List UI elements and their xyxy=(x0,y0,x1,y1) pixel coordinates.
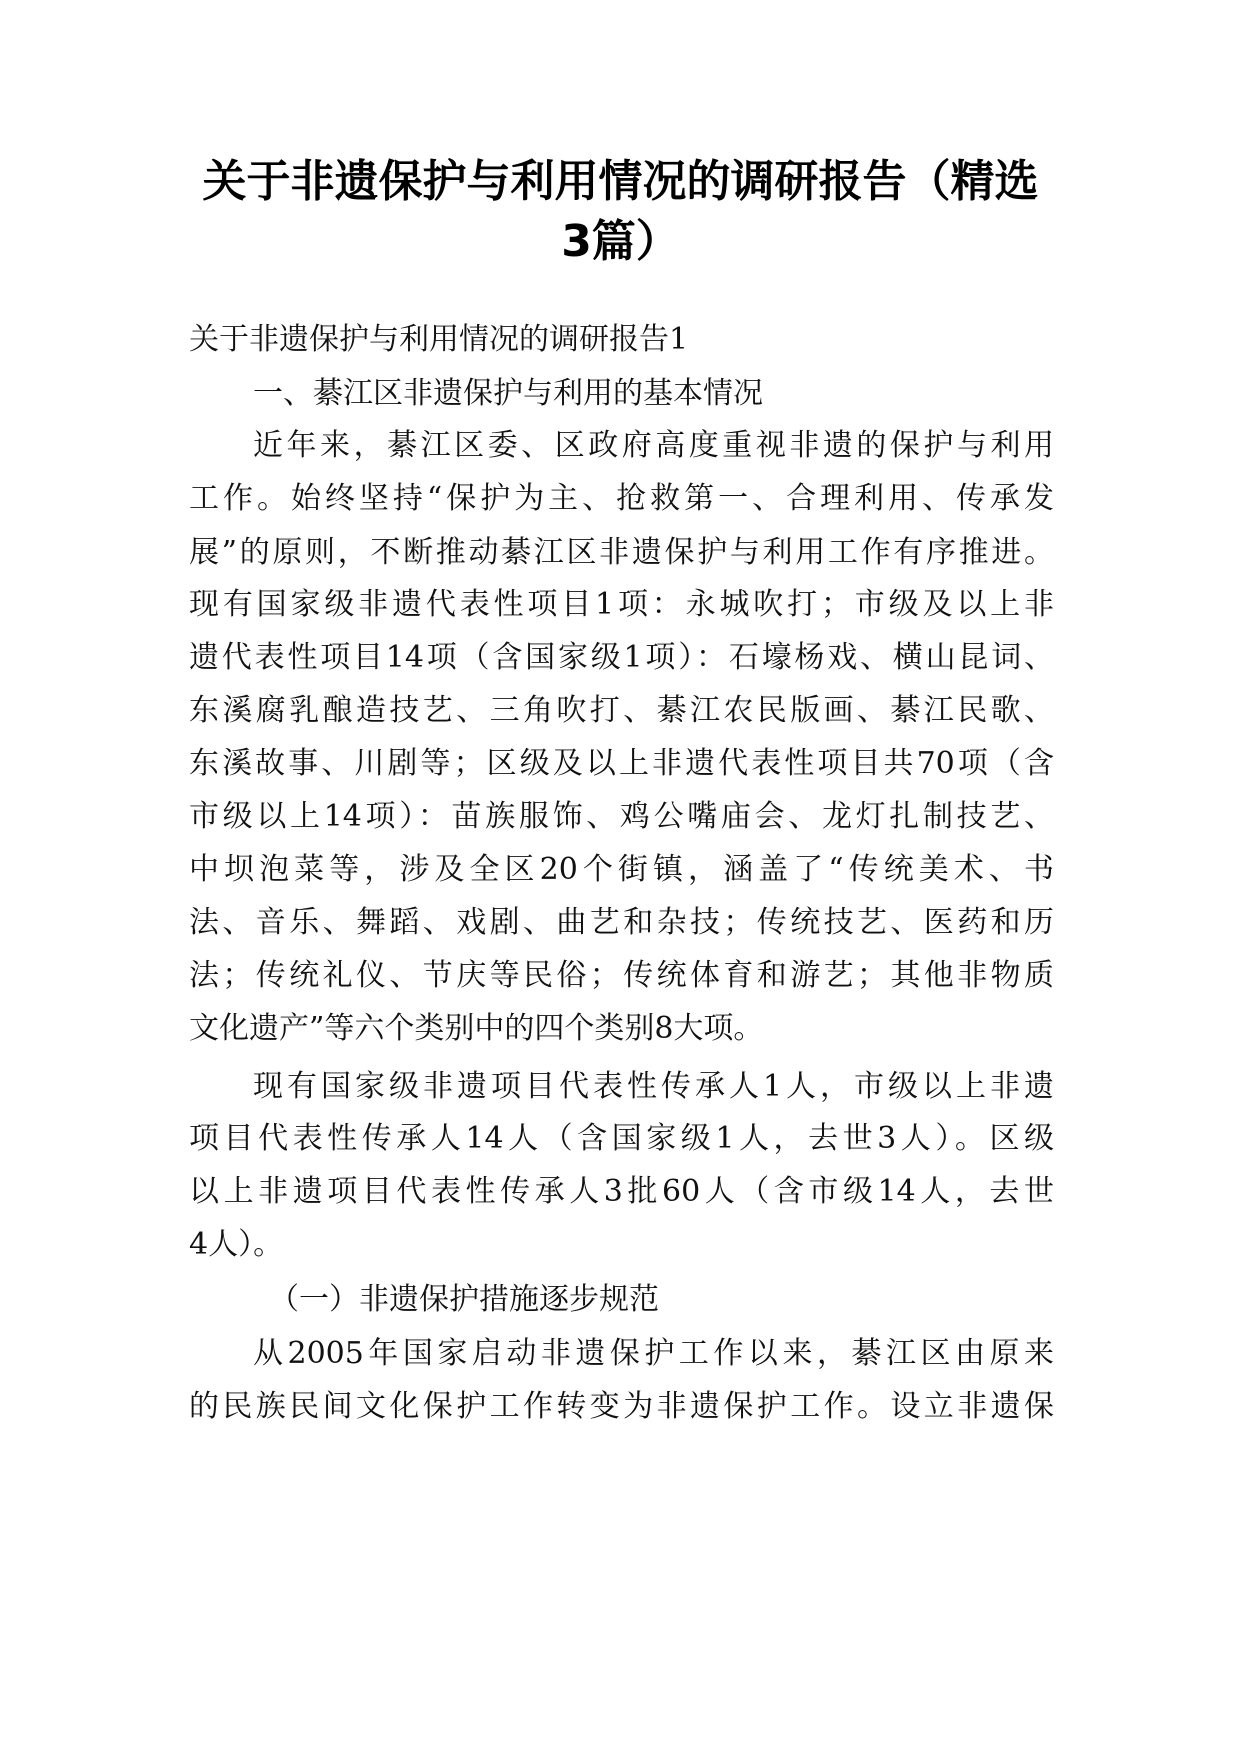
paragraph2-line-1: 现有国家级非遗项目代表性传承人1人，市级以上非遗 xyxy=(253,1069,1054,1104)
subsection-heading: （一）非遗保护措施逐步规范 xyxy=(269,1282,659,1317)
title-line-1: 关于非遗保护与利用情况的调研报告（精选 xyxy=(202,156,1039,207)
paragraph2-line-3: 以上非遗项目代表性传承人3批60人（含市级14人，去世 xyxy=(189,1174,1054,1209)
paragraph1-line-7: 东溪故事、川剧等；区级及以上非遗代表性项目共70项（含 xyxy=(189,746,1054,781)
paragraph1-line-5: 遗代表性项目14项（含国家级1项）：石壕杨戏、横山昆词、 xyxy=(189,640,1054,675)
paragraph2-line-4: 4人）。 xyxy=(189,1227,284,1262)
paragraph1-line-1: 近年来，綦江区委、区政府高度重视非遗的保护与利用 xyxy=(253,428,1054,463)
paragraph1-line-12: 文化遗产”等六个类别中的四个类别8大项。 xyxy=(189,1011,764,1046)
paragraph1-line-11: 法；传统礼仪、节庆等民俗；传统体育和游艺；其他非物质 xyxy=(189,958,1054,993)
paragraph1-line-10: 法、音乐、舞蹈、戏剧、曲艺和杂技；传统技艺、医药和历 xyxy=(189,905,1054,940)
paragraph3-line-2: 的民族民间文化保护工作转变为非遗保护工作。设立非遗保 xyxy=(189,1389,1054,1424)
paragraph3-line-1: 从2005年国家启动非遗保护工作以来，綦江区由原来 xyxy=(253,1336,1054,1371)
paragraph1-line-8: 市级以上14项）：苗族服饰、鸡公嘴庙会、龙灯扎制技艺、 xyxy=(189,799,1054,834)
paragraph1-line-3: 展”的原则，不断推动綦江区非遗保护与利用工作有序推进。 xyxy=(189,535,1054,570)
paragraph1-line-6: 东溪腐乳酿造技艺、三角吹打、綦江农民版画、綦江民歌、 xyxy=(189,693,1054,728)
paragraph1-line-9: 中坝泡菜等，涉及全区20个街镇，涵盖了“传统美术、书 xyxy=(189,852,1054,887)
section-heading: 一、綦江区非遗保护与利用的基本情况 xyxy=(253,376,763,411)
report-heading: 关于非遗保护与利用情况的调研报告1 xyxy=(189,322,689,357)
title-line-2: 3篇） xyxy=(561,216,680,267)
paragraph1-line-4: 现有国家级非遗代表性项目1项：永城吹打；市级及以上非 xyxy=(189,587,1054,622)
document-title xyxy=(150,152,1091,272)
paragraph1-line-2: 工作。始终坚持“保护为主、抢救第一、合理利用、传承发 xyxy=(189,481,1054,516)
paragraph2-line-2: 项目代表性传承人14人（含国家级1人，去世3人）。区级 xyxy=(189,1121,1054,1156)
